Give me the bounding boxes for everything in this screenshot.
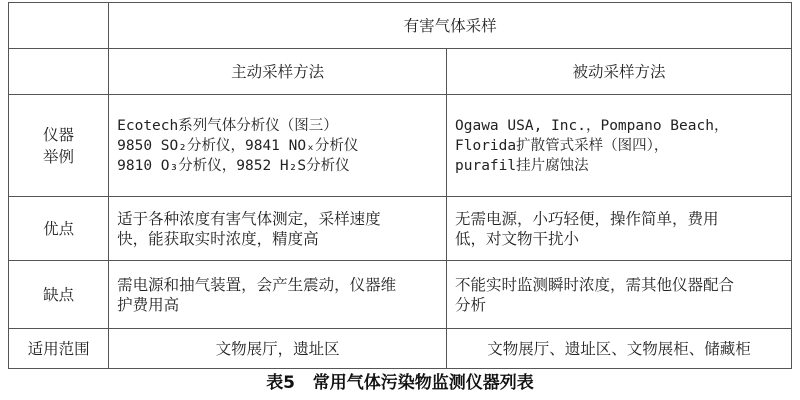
cell-line: Ogawa USA, Inc.，Pompano Beach， [455,117,729,134]
active-advantages-cell [109,197,447,261]
table-caption [0,368,800,398]
row-label-instruments [9,95,109,197]
cell-line: 分析 [455,295,487,314]
cell-line: 需电源和抽气装置，会产生震动，仪器维 [117,275,397,294]
top-header-cell: 有害气体采样 [109,3,792,49]
table-header-row-top [9,3,792,49]
row-label-scope: 适用范围 [9,329,109,369]
table-row [9,261,792,329]
corner-cell-2 [9,49,109,95]
active-instruments-cell [109,95,447,197]
table-header-row-methods [9,49,792,95]
table-row [9,329,792,369]
cell-line: 快，能获取实时浓度，精度高 [117,229,319,248]
gas-sampling-table-container [8,2,792,368]
cell-line: 低，对文物干扰小 [455,229,580,248]
corner-cell [9,3,109,49]
passive-instruments-cell [447,95,792,197]
row-label-disadvantages: 缺点 [9,261,109,329]
cell-line: Ecotech系列气体分析仪（图三） [117,117,338,134]
passive-advantages-cell [447,197,792,261]
cell-line: purafil挂片腐蚀法 [455,157,589,174]
passive-scope-cell: 文物展厅、遗址区、文物展柜、储藏柜 [447,329,792,369]
passive-disadvantages-cell [447,261,792,329]
cell-line: 9850 SO₂分析仪，9841 NOₓ分析仪 [117,137,359,154]
table-row [9,95,792,197]
caption-number: 表5 [266,373,296,393]
row-label-advantages: 优点 [9,197,109,261]
active-disadvantages-cell [109,261,447,329]
row-label-line: 仪器 [43,125,75,144]
cell-line: 9810 O₃分析仪，9852 H₂S分析仪 [117,157,350,174]
passive-method-header: 被动采样方法 [447,49,792,95]
active-method-header: 主动采样方法 [109,49,447,95]
cell-line: 不能实时监测瞬时浓度，需其他仪器配合 [455,275,735,294]
cell-line: 适于各种浓度有害气体测定，采样速度 [117,209,381,228]
cell-line: 无需电源，小巧轻便，操作简单，费用 [455,209,719,228]
row-label-line: 举例 [43,147,75,166]
cell-line: 护费用高 [117,295,180,314]
cell-line: Florida扩散管式采样（图四）， [455,137,669,154]
active-scope-cell: 文物展厅，遗址区 [109,329,447,369]
caption-title: 常用气体污染物监测仪器列表 [312,373,534,393]
gas-sampling-table [8,2,792,369]
table-row [9,197,792,261]
